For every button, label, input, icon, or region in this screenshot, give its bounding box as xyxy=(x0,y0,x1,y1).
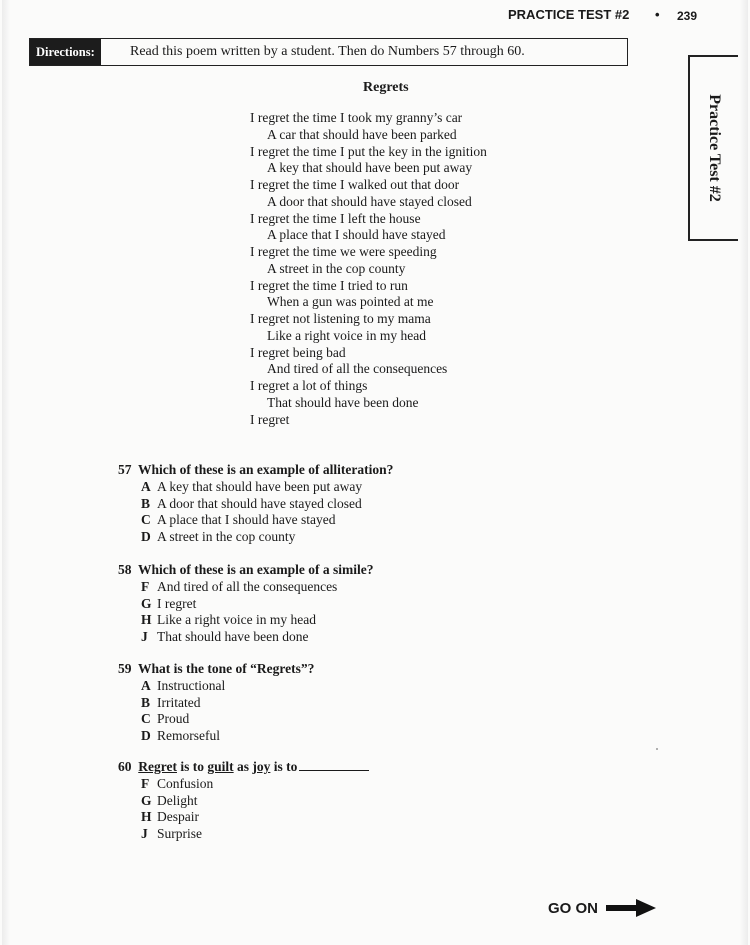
option-letter: A xyxy=(141,479,151,494)
scan-speck xyxy=(656,748,658,750)
analogy-text: is to xyxy=(270,759,298,774)
poem-line: I regret not listening to my mama xyxy=(250,311,431,326)
go-on-indicator xyxy=(548,898,656,918)
directions-box xyxy=(29,38,628,66)
poem-line: A door that should have stayed closed xyxy=(267,193,472,209)
option-text: And tired of all the consequences xyxy=(157,579,338,594)
header-title: PRACTICE TEST #2 xyxy=(508,7,630,22)
question-60 xyxy=(118,758,369,842)
directions-label: Directions: xyxy=(30,39,101,65)
poem-title: Regrets xyxy=(363,80,409,95)
poem-line: A key that should have been put away xyxy=(267,160,473,176)
answer-option-g[interactable] xyxy=(118,793,369,810)
question-stem xyxy=(118,561,374,579)
option-letter: G xyxy=(141,792,152,808)
option-letter: B xyxy=(141,694,151,710)
poem-line: I regret the time I took my granny’s car xyxy=(250,110,463,125)
option-letter: C xyxy=(141,711,151,726)
question-number: 58 xyxy=(118,562,132,577)
question-58 xyxy=(118,561,374,645)
option-text: A street in the cop county xyxy=(157,528,296,544)
answer-option-c[interactable] xyxy=(118,711,314,728)
answer-option-a[interactable] xyxy=(118,678,314,695)
question-stem xyxy=(118,660,314,678)
side-tab xyxy=(688,55,738,241)
option-letter: H xyxy=(141,809,152,824)
answer-option-d[interactable] xyxy=(118,728,314,745)
question-number: 59 xyxy=(118,661,132,676)
directions-text: Read this poem written by a student. Then do Numbers 57 through 60. xyxy=(130,44,525,59)
go-on-label: GO ON xyxy=(548,899,599,917)
poem-line: A car that should have been parked xyxy=(267,126,457,142)
option-text: Irritated xyxy=(157,694,201,710)
option-letter: H xyxy=(141,612,152,627)
option-text: Confusion xyxy=(157,776,214,791)
option-text: Delight xyxy=(157,792,198,808)
poem-line: I regret the time I left the house xyxy=(250,210,421,226)
poem-line: I regret a lot of things xyxy=(250,378,368,393)
option-letter: F xyxy=(141,579,150,594)
option-text: Like a right voice in my head xyxy=(157,612,316,627)
option-letter: C xyxy=(141,512,151,527)
analogy-word: Regret xyxy=(138,759,177,774)
question-text: What is the tone of “Regrets”? xyxy=(138,661,315,676)
poem-line: And tired of all the consequences xyxy=(267,361,448,377)
side-tab-label: Practice Test #2 xyxy=(706,94,723,202)
option-letter: A xyxy=(141,678,151,693)
poem-line: I regret being bad xyxy=(250,344,346,360)
question-57 xyxy=(118,461,393,545)
analogy-text: as xyxy=(233,759,253,774)
answer-option-h[interactable] xyxy=(118,809,369,826)
question-text: Which of these is an example of a simile? xyxy=(138,562,374,577)
poem-line: That should have been done xyxy=(267,394,419,410)
option-letter: G xyxy=(141,595,152,611)
option-text: Instructional xyxy=(157,678,226,693)
option-letter: B xyxy=(141,495,151,511)
option-text: A place that I should have stayed xyxy=(157,512,336,527)
answer-option-f[interactable] xyxy=(118,579,374,596)
option-letter: J xyxy=(141,825,148,841)
poem-line: A place that I should have stayed xyxy=(267,227,446,243)
page-header xyxy=(0,7,750,27)
analogy-text: is to xyxy=(176,759,208,774)
answer-option-b[interactable] xyxy=(118,496,393,513)
question-stem xyxy=(118,461,393,479)
poem-line: A street in the cop county xyxy=(267,260,406,276)
poem-line: I regret xyxy=(250,411,290,427)
answer-option-j[interactable] xyxy=(118,826,369,843)
question-number: 60 xyxy=(118,759,132,774)
option-letter: F xyxy=(141,776,150,791)
answer-option-g[interactable] xyxy=(118,596,374,613)
poem-line: I regret the time I put the key in the ignition xyxy=(250,143,487,159)
answer-option-h[interactable] xyxy=(118,612,374,629)
option-letter: D xyxy=(141,727,151,743)
answer-blank xyxy=(299,758,369,771)
poem-line: I regret the time we were speeding xyxy=(250,244,437,259)
right-arrow-icon xyxy=(606,898,656,918)
option-text: Despair xyxy=(157,809,199,824)
analogy-word: guilt xyxy=(207,759,234,774)
option-text: That should have been done xyxy=(157,628,309,644)
question-stem xyxy=(118,758,369,776)
poem-line: Like a right voice in my head xyxy=(267,327,426,343)
option-text: I regret xyxy=(157,595,197,611)
poem-line: When a gun was pointed at me xyxy=(267,294,434,310)
option-text: Surprise xyxy=(157,825,202,841)
answer-option-f[interactable] xyxy=(118,776,369,793)
question-number: 57 xyxy=(118,462,132,477)
poem xyxy=(250,110,487,428)
question-59 xyxy=(118,660,314,744)
analogy-word: joy xyxy=(252,759,271,774)
option-text: Proud xyxy=(157,711,190,726)
answer-option-a[interactable] xyxy=(118,479,393,496)
answer-option-d[interactable] xyxy=(118,529,393,546)
option-letter: D xyxy=(141,528,151,544)
option-text: A key that should have been put away xyxy=(157,479,363,494)
poem-line: I regret the time I walked out that door xyxy=(250,177,460,192)
answer-option-b[interactable] xyxy=(118,695,314,712)
header-separator: • xyxy=(655,7,660,22)
answer-option-c[interactable] xyxy=(118,512,393,529)
page-number: 239 xyxy=(677,9,698,23)
option-text: Remorseful xyxy=(157,727,220,743)
poem-line: I regret the time I tried to run xyxy=(250,277,408,293)
answer-option-j[interactable] xyxy=(118,629,374,646)
option-letter: J xyxy=(141,628,148,644)
question-text: Which of these is an example of alliteration? xyxy=(138,462,394,477)
option-text: A door that should have stayed closed xyxy=(157,495,362,511)
